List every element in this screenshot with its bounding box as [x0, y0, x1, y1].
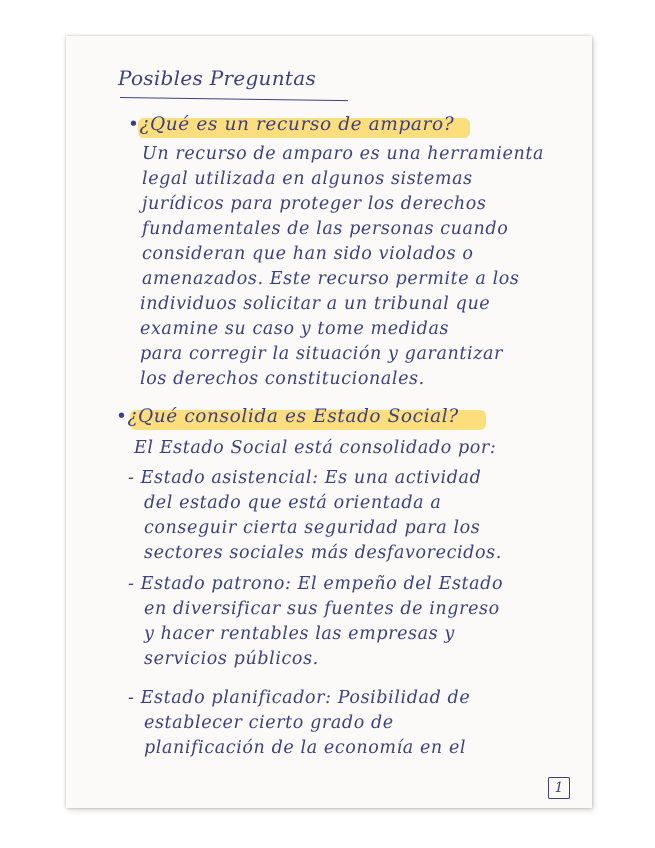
list-item-line: conseguir cierta seguridad para los: [144, 518, 481, 538]
answer-1-line: Un recurso de amparo es una herramienta: [142, 144, 544, 164]
answer-1-line: para corregir la situación y garantizar: [140, 344, 504, 364]
question-2: •¿Qué consolida es Estado Social?: [116, 406, 459, 427]
list-item-line: - Estado planificador: Posibilidad de: [128, 688, 471, 708]
list-item-line: - Estado patrono: El empeño del Estado: [128, 574, 504, 594]
answer-1-line: legal utilizada en algunos sistemas: [142, 169, 473, 189]
answer-1-line: amenazados. Este recurso permite a los: [142, 269, 520, 289]
list-item-line: del estado que está orientada a: [144, 493, 442, 513]
page-number: 1: [548, 777, 570, 799]
list-item-line: servicios públicos.: [144, 649, 319, 669]
question-2-intro: El Estado Social está consolidado por:: [134, 438, 497, 458]
list-item-line: establecer cierto grado de: [144, 713, 394, 733]
question-1: •¿Qué es un recurso de amparo?: [128, 114, 455, 135]
page-title: Posibles Preguntas: [118, 66, 317, 90]
list-item-line: - Estado asistencial: Es una actividad: [128, 468, 482, 488]
answer-1-line: individuos solicitar a un tribunal que: [140, 294, 491, 314]
list-item-line: sectores sociales más desfavorecidos.: [144, 543, 502, 563]
answer-1-line: los derechos constitucionales.: [140, 369, 425, 389]
answer-1-line: consideran que han sido violados o: [142, 244, 474, 264]
answer-1-line: jurídicos para proteger los derechos: [142, 194, 487, 214]
list-item-line: planificación de la economía en el: [144, 738, 467, 758]
answer-1-line: fundamentales de las personas cuando: [142, 219, 509, 239]
answer-1-line: examine su caso y tome medidas: [140, 319, 450, 339]
list-item-line: y hacer rentables las empresas y: [144, 624, 455, 644]
list-item-line: en diversificar sus fuentes de ingreso: [144, 599, 500, 619]
